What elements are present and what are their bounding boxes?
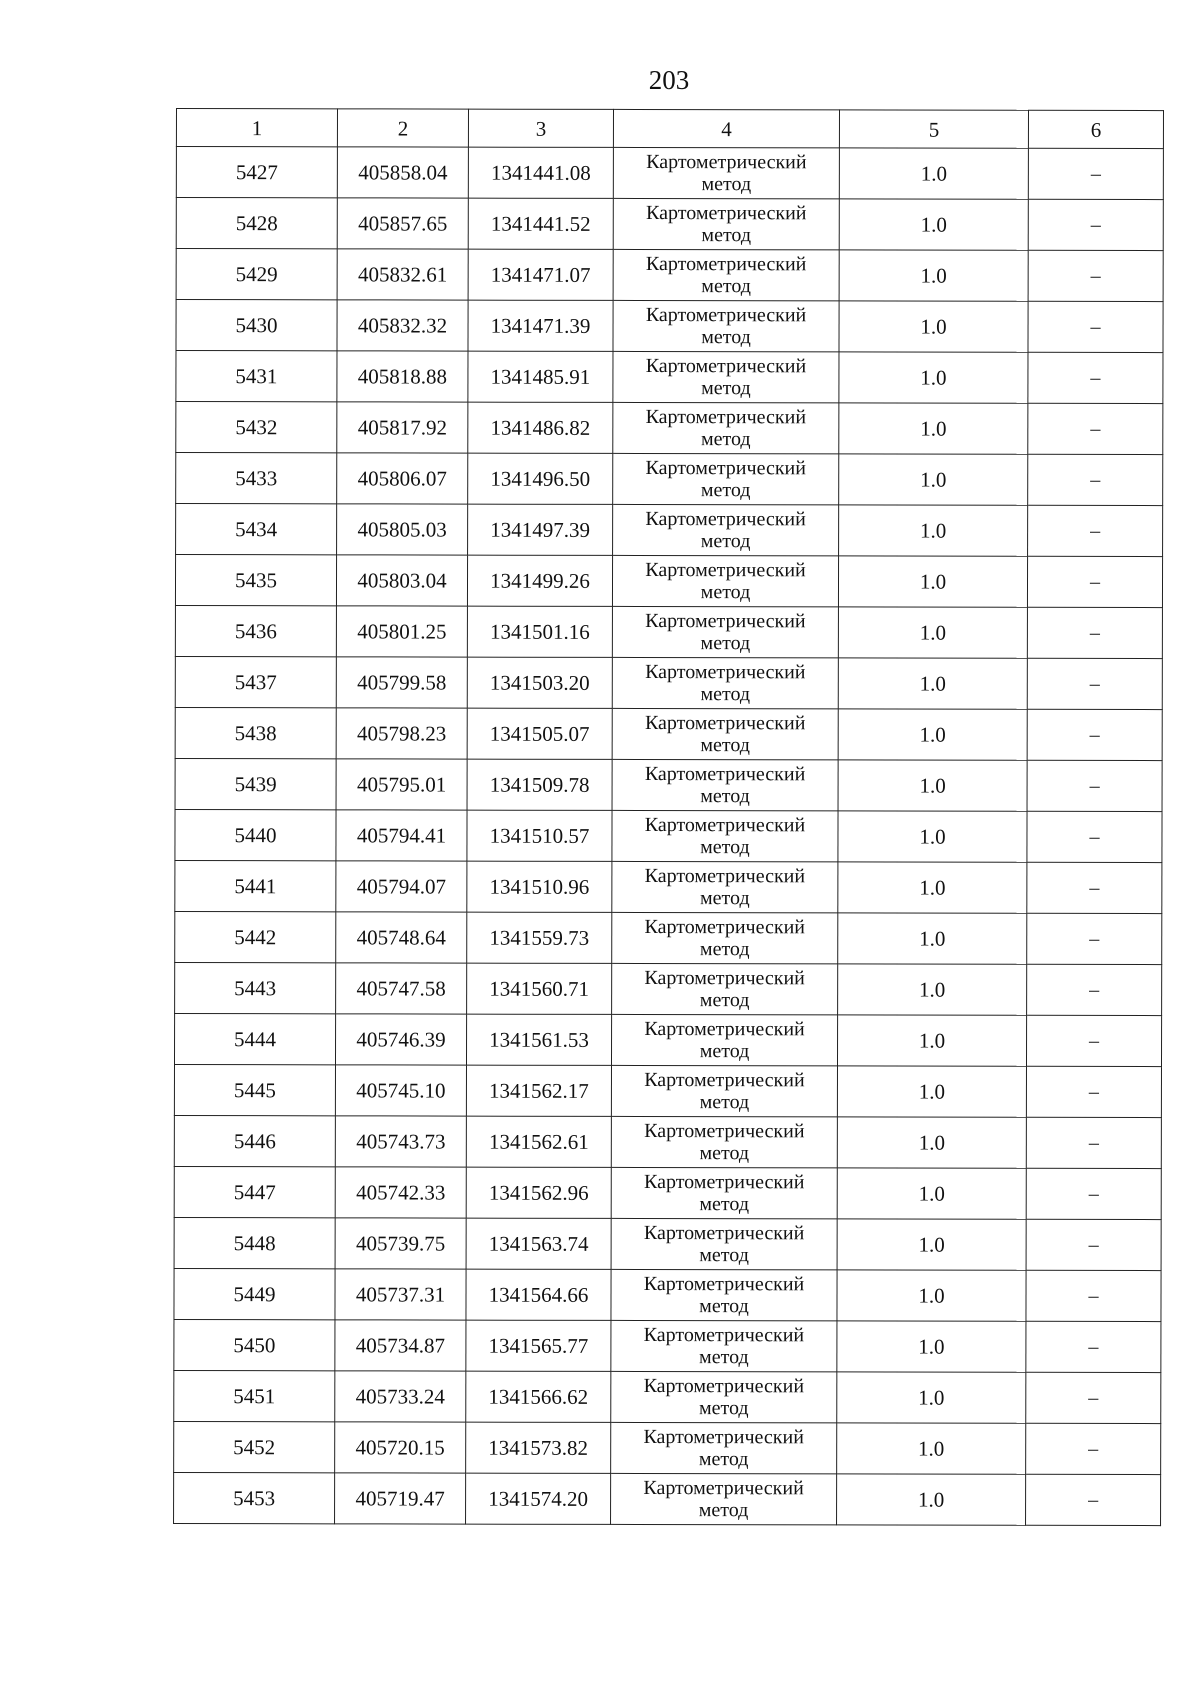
method-line: Картометрический (643, 1374, 805, 1398)
method-line: метод (699, 1091, 750, 1114)
point-number-cell: 5450 (174, 1319, 335, 1370)
method-cell (611, 1014, 837, 1065)
accuracy-cell: 1.0 (839, 148, 1028, 199)
method-line: метод (700, 530, 751, 553)
accuracy-cell: 1.0 (838, 913, 1027, 964)
method-line: метод (701, 224, 752, 247)
table-row (175, 758, 1162, 811)
note-cell: – (1028, 250, 1163, 301)
table-row (176, 351, 1163, 404)
method-cell (611, 1320, 837, 1371)
method-cell (612, 606, 838, 657)
y-coordinate-cell: 1341565.77 (466, 1320, 611, 1371)
x-coordinate-cell: 405739.75 (335, 1218, 466, 1269)
method-cell (612, 810, 838, 861)
point-number-cell: 5429 (176, 249, 337, 300)
accuracy-cell: 1.0 (838, 811, 1027, 862)
y-coordinate-cell: 1341562.61 (466, 1116, 611, 1167)
method-line: Картометрический (644, 711, 806, 735)
y-coordinate-cell: 1341503.20 (467, 657, 612, 708)
header-cell-6: 6 (1028, 110, 1163, 148)
table-row (175, 707, 1162, 760)
method-cell (613, 198, 839, 249)
y-coordinate-cell: 1341497.39 (468, 504, 613, 555)
table-row (174, 1064, 1161, 1117)
y-coordinate-cell: 1341561.53 (466, 1014, 611, 1065)
x-coordinate-cell: 405748.64 (336, 912, 467, 963)
accuracy-cell: 1.0 (837, 1423, 1026, 1474)
note-cell: – (1027, 556, 1162, 607)
header-cell-4: 4 (613, 109, 839, 147)
table-row (175, 809, 1162, 862)
method-line: метод (698, 1499, 749, 1522)
note-cell: – (1026, 1219, 1161, 1270)
point-number-cell: 5434 (176, 504, 337, 555)
method-line: Картометрический (645, 558, 806, 582)
method-line: Картометрический (643, 1272, 805, 1296)
method-cell (611, 1065, 837, 1116)
table-row (175, 860, 1162, 913)
table-row (174, 1370, 1161, 1423)
y-coordinate-cell: 1341566.62 (466, 1371, 611, 1422)
table-row (174, 1472, 1161, 1525)
method-cell (612, 912, 838, 963)
y-coordinate-cell: 1341509.78 (467, 759, 612, 810)
accuracy-cell: 1.0 (837, 1321, 1026, 1372)
method-cell (613, 300, 839, 351)
method-line: Картометрический (644, 762, 806, 786)
method-line: Картометрический (646, 150, 807, 174)
accuracy-cell: 1.0 (839, 403, 1028, 454)
table-row (176, 198, 1163, 251)
x-coordinate-cell: 405746.39 (335, 1014, 466, 1065)
note-cell: – (1026, 1474, 1161, 1525)
method-line: метод (700, 887, 750, 910)
table-row (174, 1268, 1161, 1321)
method-line: метод (700, 428, 751, 451)
accuracy-cell: 1.0 (837, 1219, 1026, 1270)
accuracy-cell: 1.0 (838, 964, 1027, 1015)
method-cell (613, 453, 839, 504)
method-line: метод (700, 734, 750, 757)
y-coordinate-cell: 1341562.96 (466, 1167, 611, 1218)
y-coordinate-cell: 1341510.96 (467, 861, 612, 912)
accuracy-cell: 1.0 (839, 301, 1028, 352)
y-coordinate-cell: 1341485.91 (468, 351, 613, 402)
y-coordinate-cell: 1341573.82 (466, 1422, 611, 1473)
method-line: метод (700, 632, 751, 655)
accuracy-cell: 1.0 (839, 250, 1028, 301)
method-cell (611, 1371, 837, 1422)
method-cell (612, 759, 838, 810)
note-cell: – (1027, 709, 1162, 760)
x-coordinate-cell: 405733.24 (335, 1371, 466, 1422)
method-line: метод (699, 1193, 750, 1216)
method-line: метод (699, 989, 750, 1012)
note-cell: – (1026, 1117, 1161, 1168)
method-line: метод (701, 275, 751, 298)
method-line: Картометрический (644, 915, 806, 939)
note-cell: – (1026, 1168, 1161, 1219)
method-cell (611, 1269, 837, 1320)
method-cell (611, 1218, 837, 1269)
method-line: Картометрический (645, 303, 807, 327)
point-number-cell: 5435 (175, 555, 336, 606)
point-number-cell: 5449 (174, 1268, 335, 1319)
method-line: метод (700, 683, 751, 706)
method-line: Картометрический (644, 864, 806, 888)
y-coordinate-cell: 1341510.57 (467, 810, 612, 861)
point-number-cell: 5427 (176, 147, 337, 198)
y-coordinate-cell: 1341562.17 (466, 1065, 611, 1116)
x-coordinate-cell: 405858.04 (337, 147, 468, 198)
point-number-cell: 5431 (176, 351, 337, 402)
header-cell-1: 1 (176, 109, 337, 147)
method-cell (613, 504, 839, 555)
x-coordinate-cell: 405832.32 (337, 300, 468, 351)
header-cell-5: 5 (839, 110, 1028, 148)
method-line: метод (700, 581, 751, 604)
accuracy-cell: 1.0 (837, 1015, 1026, 1066)
note-cell: – (1026, 1321, 1161, 1372)
method-line: метод (699, 1142, 750, 1165)
method-line: Картометрический (645, 507, 806, 531)
table-row (176, 300, 1163, 353)
point-number-cell: 5445 (174, 1064, 335, 1115)
method-line: метод (701, 173, 752, 196)
x-coordinate-cell: 405805.03 (337, 504, 468, 555)
accuracy-cell: 1.0 (838, 862, 1027, 913)
method-cell (612, 555, 838, 606)
table-row (174, 1217, 1161, 1270)
method-line: метод (700, 836, 750, 859)
table-row (176, 249, 1163, 302)
method-cell (612, 963, 838, 1014)
note-cell: – (1027, 811, 1162, 862)
table-row (175, 605, 1162, 658)
point-number-cell: 5438 (175, 707, 336, 758)
method-line: метод (701, 377, 751, 400)
method-line: метод (699, 1346, 749, 1369)
x-coordinate-cell: 405794.41 (336, 810, 467, 861)
method-line: метод (700, 479, 751, 502)
x-coordinate-cell: 405806.07 (337, 453, 468, 504)
x-coordinate-cell: 405817.92 (337, 402, 468, 453)
method-line: метод (698, 1397, 749, 1420)
accuracy-cell: 1.0 (839, 454, 1028, 505)
point-number-cell: 5446 (174, 1115, 335, 1166)
method-line: метод (699, 1244, 749, 1267)
y-coordinate-cell: 1341486.82 (468, 402, 613, 453)
note-cell: – (1026, 1270, 1161, 1321)
y-coordinate-cell: 1341564.66 (466, 1269, 611, 1320)
method-cell (613, 351, 839, 402)
method-line: Картометрический (644, 1017, 805, 1041)
method-line: Картометрический (645, 405, 807, 429)
accuracy-cell: 1.0 (837, 1066, 1026, 1117)
method-line: Картометрический (646, 201, 807, 225)
note-cell: – (1028, 199, 1163, 250)
accuracy-cell: 1.0 (838, 760, 1027, 811)
method-cell (612, 708, 838, 759)
table-row (176, 453, 1163, 506)
point-number-cell: 5451 (174, 1370, 335, 1421)
method-line: Картометрический (643, 1170, 805, 1194)
table-body (174, 147, 1164, 1526)
note-cell: – (1028, 352, 1163, 403)
method-line: метод (699, 938, 750, 961)
point-number-cell: 5430 (176, 300, 337, 351)
method-line: Картометрический (645, 252, 807, 276)
point-number-cell: 5448 (174, 1217, 335, 1268)
table-row (176, 504, 1163, 557)
note-cell: – (1028, 454, 1163, 505)
method-line: метод (701, 326, 751, 349)
point-number-cell: 5439 (175, 758, 336, 809)
table-row (175, 962, 1162, 1015)
point-number-cell: 5433 (176, 453, 337, 504)
point-number-cell: 5436 (175, 605, 336, 656)
note-cell: – (1027, 607, 1162, 658)
accuracy-cell: 1.0 (838, 658, 1027, 709)
table-row (174, 1013, 1161, 1066)
method-line: Картометрический (644, 1068, 805, 1092)
x-coordinate-cell: 405742.33 (335, 1167, 466, 1218)
method-line: Картометрический (644, 1119, 805, 1143)
header-row (176, 109, 1163, 149)
table-row (174, 1421, 1161, 1474)
point-number-cell: 5447 (174, 1166, 335, 1217)
x-coordinate-cell: 405818.88 (337, 351, 468, 402)
y-coordinate-cell: 1341560.71 (467, 963, 612, 1014)
header-cell-3: 3 (468, 109, 613, 147)
note-cell: – (1028, 505, 1163, 556)
accuracy-cell: 1.0 (839, 505, 1028, 556)
note-cell: – (1028, 148, 1163, 199)
x-coordinate-cell: 405794.07 (336, 861, 467, 912)
point-number-cell: 5444 (174, 1013, 335, 1064)
accuracy-cell: 1.0 (838, 607, 1027, 658)
x-coordinate-cell: 405799.58 (336, 657, 467, 708)
method-line: Картометрический (644, 966, 805, 990)
note-cell: – (1028, 301, 1163, 352)
note-cell: – (1026, 1015, 1161, 1066)
accuracy-cell: 1.0 (837, 1168, 1026, 1219)
method-line: Картометрический (643, 1221, 805, 1245)
method-cell (612, 861, 838, 912)
note-cell: – (1026, 1066, 1161, 1117)
method-line: Картометрический (643, 1323, 805, 1347)
method-line: Картометрический (645, 354, 807, 378)
x-coordinate-cell: 405737.31 (335, 1269, 466, 1320)
y-coordinate-cell: 1341496.50 (468, 453, 613, 504)
x-coordinate-cell: 405720.15 (335, 1422, 466, 1473)
method-cell (611, 1167, 837, 1218)
accuracy-cell: 1.0 (837, 1117, 1026, 1168)
method-line: метод (699, 1040, 750, 1063)
y-coordinate-cell: 1341471.39 (468, 300, 613, 351)
table-row (175, 555, 1162, 608)
point-number-cell: 5443 (175, 962, 336, 1013)
y-coordinate-cell: 1341563.74 (466, 1218, 611, 1269)
method-line: Картометрический (645, 609, 806, 633)
x-coordinate-cell: 405719.47 (335, 1473, 466, 1524)
x-coordinate-cell: 405801.25 (336, 606, 467, 657)
y-coordinate-cell: 1341441.08 (468, 147, 613, 198)
method-cell (613, 147, 839, 198)
header-cell-2: 2 (337, 109, 468, 147)
x-coordinate-cell: 405747.58 (336, 963, 467, 1014)
coordinates-table (173, 108, 1164, 1526)
accuracy-cell: 1.0 (839, 352, 1028, 403)
note-cell: – (1027, 760, 1162, 811)
x-coordinate-cell: 405795.01 (336, 759, 467, 810)
table-row (175, 911, 1162, 964)
table-row (176, 147, 1163, 200)
accuracy-cell: 1.0 (838, 709, 1027, 760)
note-cell: – (1026, 1372, 1161, 1423)
table-row (175, 656, 1162, 709)
accuracy-cell: 1.0 (839, 199, 1028, 250)
method-cell (612, 657, 838, 708)
accuracy-cell: 1.0 (837, 1474, 1026, 1525)
note-cell: – (1027, 964, 1162, 1015)
method-line: Картометрический (644, 813, 806, 837)
y-coordinate-cell: 1341559.73 (467, 912, 612, 963)
note-cell: – (1027, 862, 1162, 913)
method-cell (613, 402, 839, 453)
note-cell: – (1027, 658, 1162, 709)
x-coordinate-cell: 405734.87 (335, 1320, 466, 1371)
table-row (174, 1115, 1161, 1168)
table-header (176, 109, 1163, 149)
method-line: метод (699, 1295, 749, 1318)
y-coordinate-cell: 1341505.07 (467, 708, 612, 759)
method-cell (611, 1422, 837, 1473)
point-number-cell: 5442 (175, 911, 336, 962)
note-cell: – (1026, 1423, 1161, 1474)
method-line: Картометрический (643, 1425, 804, 1449)
point-number-cell: 5441 (175, 860, 336, 911)
point-number-cell: 5432 (176, 402, 337, 453)
x-coordinate-cell: 405832.61 (337, 249, 468, 300)
method-cell (611, 1473, 837, 1524)
point-number-cell: 5440 (175, 809, 336, 860)
method-line: метод (700, 785, 750, 808)
note-cell: – (1027, 913, 1162, 964)
table-row (176, 402, 1163, 455)
accuracy-cell: 1.0 (837, 1270, 1026, 1321)
y-coordinate-cell: 1341471.07 (468, 249, 613, 300)
x-coordinate-cell: 405857.65 (337, 198, 468, 249)
y-coordinate-cell: 1341574.20 (466, 1473, 611, 1524)
y-coordinate-cell: 1341499.26 (467, 555, 612, 606)
point-number-cell: 5428 (176, 198, 337, 249)
y-coordinate-cell: 1341501.16 (467, 606, 612, 657)
method-line: Картометрический (645, 660, 806, 684)
method-cell (611, 1116, 837, 1167)
y-coordinate-cell: 1341441.52 (468, 198, 613, 249)
accuracy-cell: 1.0 (837, 1372, 1026, 1423)
accuracy-cell: 1.0 (838, 556, 1027, 607)
method-line: метод (698, 1448, 749, 1471)
point-number-cell: 5453 (174, 1472, 335, 1523)
method-line: Картометрический (643, 1476, 804, 1500)
x-coordinate-cell: 405798.23 (336, 708, 467, 759)
table-row (174, 1319, 1161, 1372)
x-coordinate-cell: 405743.73 (335, 1116, 466, 1167)
x-coordinate-cell: 405745.10 (335, 1065, 466, 1116)
method-cell (613, 249, 839, 300)
point-number-cell: 5452 (174, 1421, 335, 1472)
note-cell: – (1028, 403, 1163, 454)
x-coordinate-cell: 405803.04 (336, 555, 467, 606)
point-number-cell: 5437 (175, 656, 336, 707)
method-line: Картометрический (645, 456, 806, 480)
page-number: 203 (648, 65, 690, 95)
table-row (174, 1166, 1161, 1219)
